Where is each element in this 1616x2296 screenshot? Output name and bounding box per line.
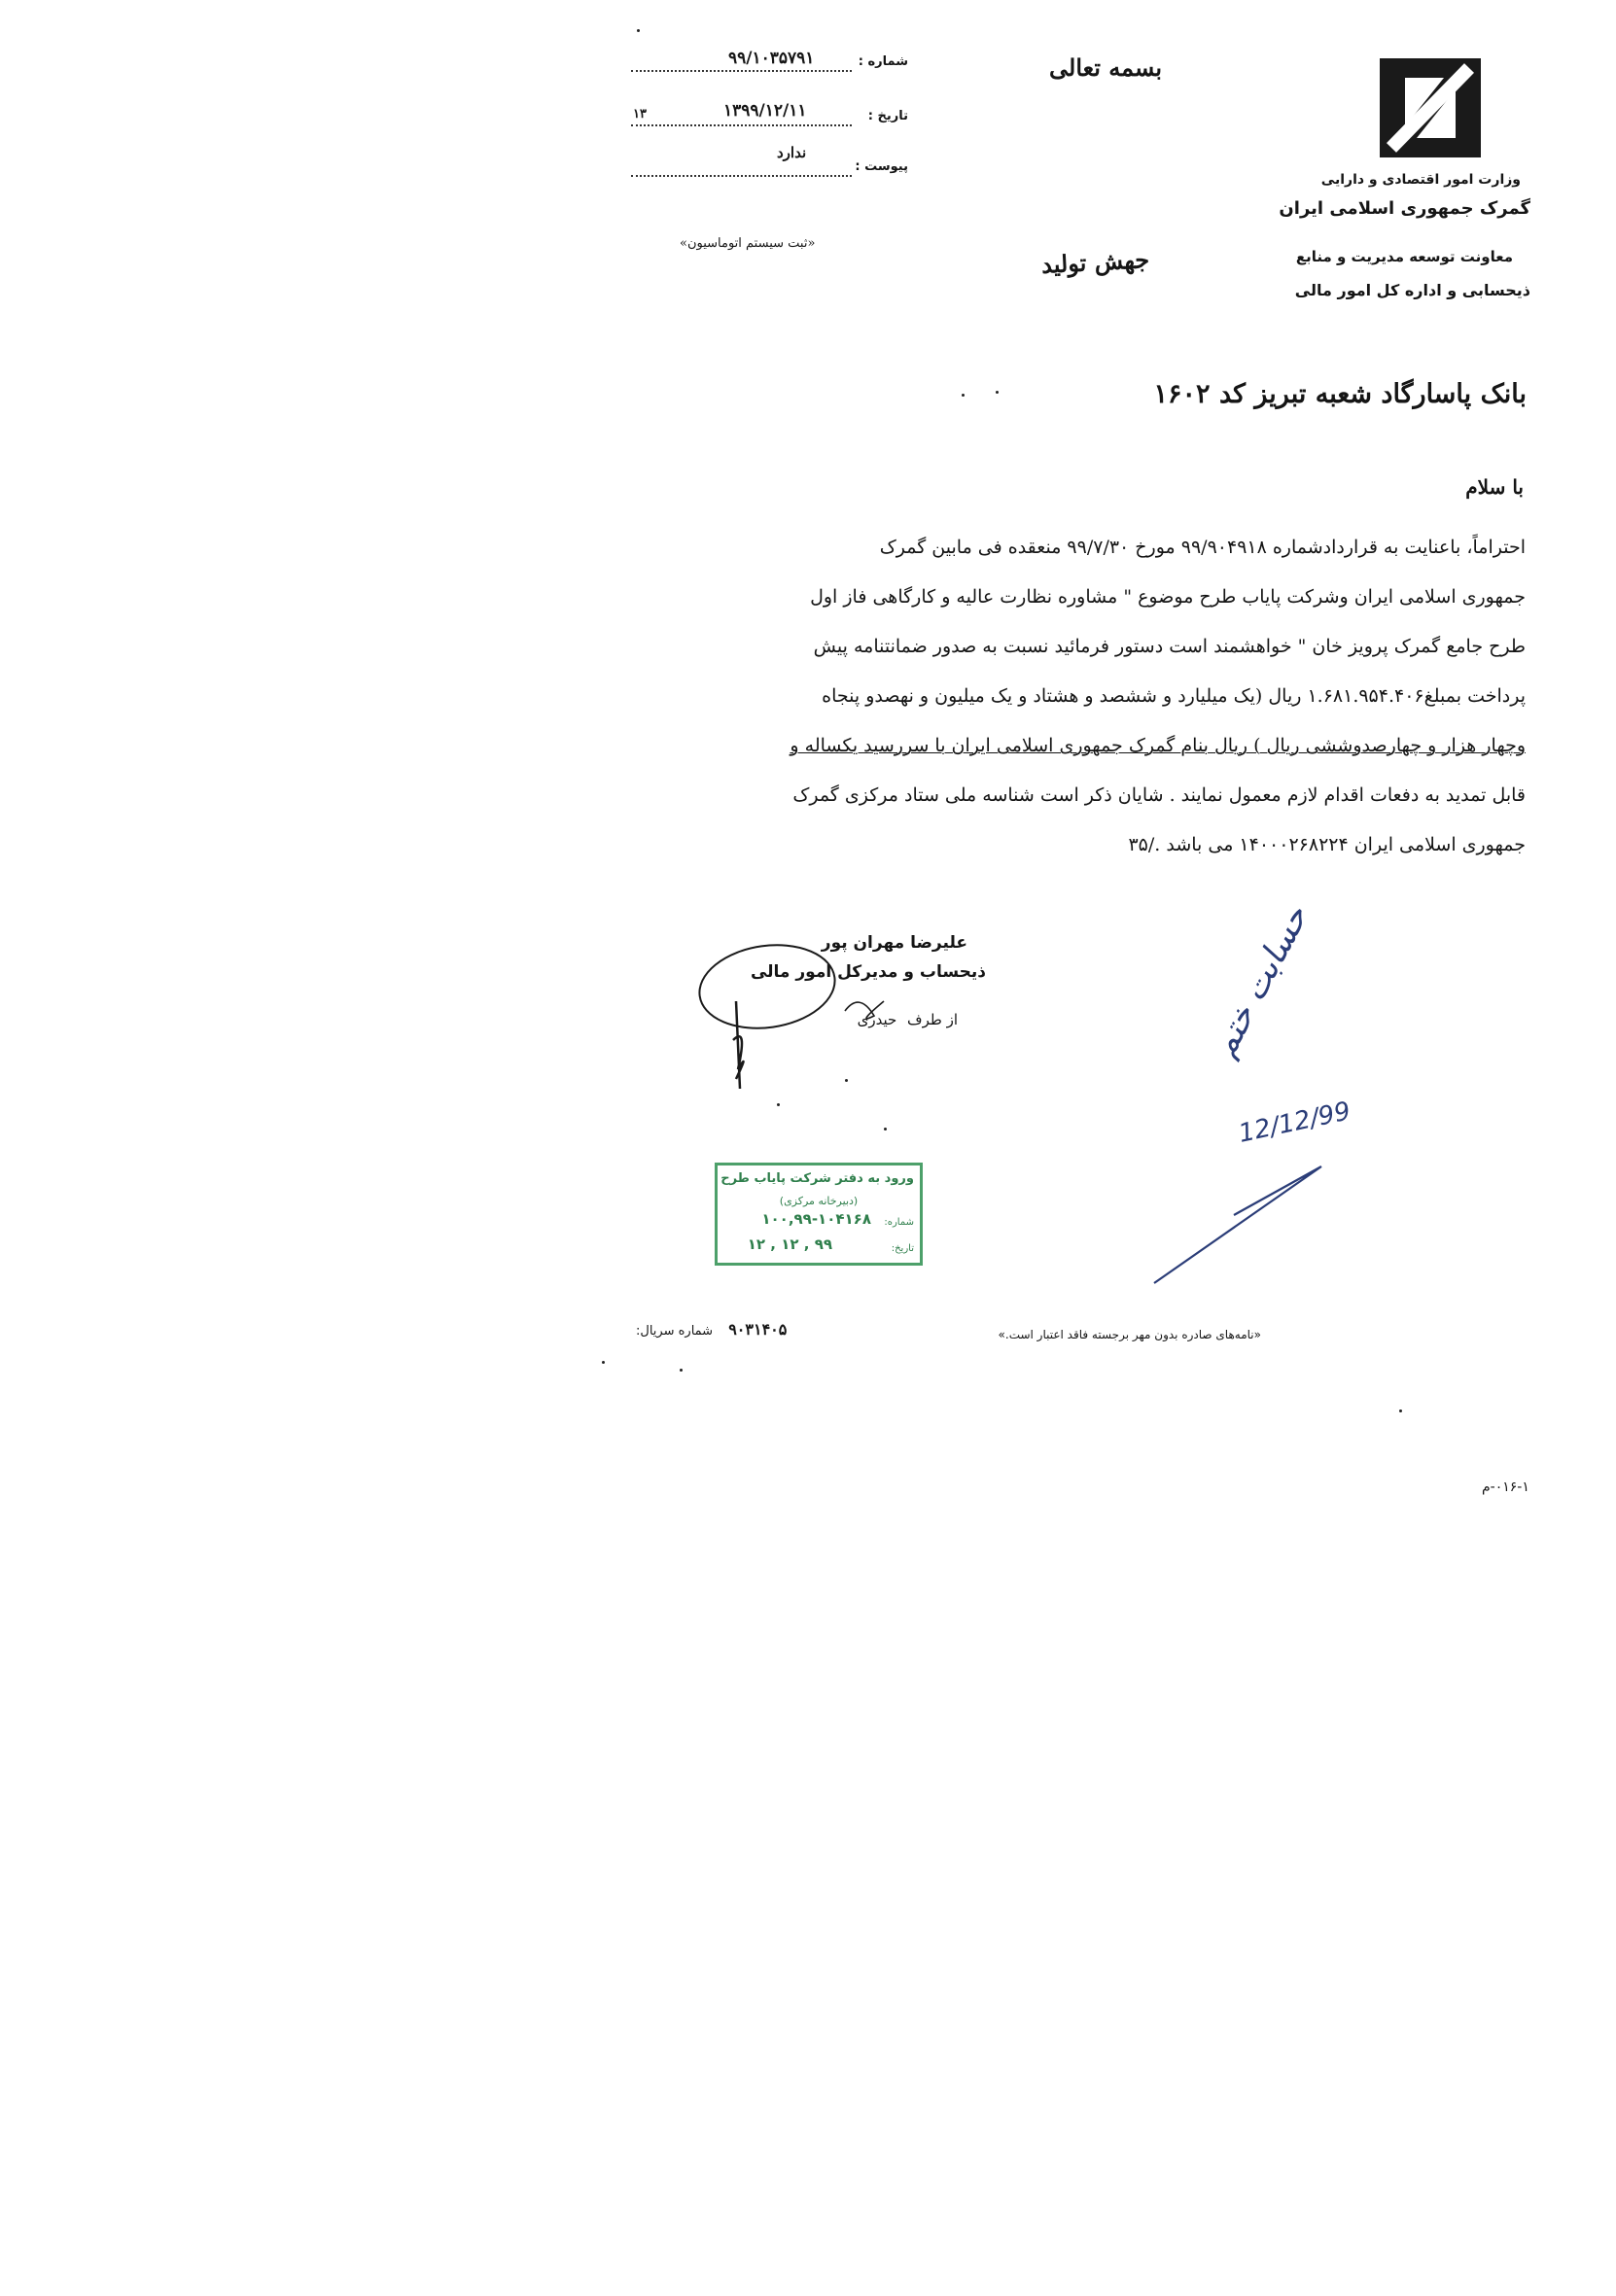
scan-speck (962, 394, 965, 397)
signer-title: ذیحساب و مدیرکل امور مالی (750, 962, 986, 982)
handwritten-note: حسابت ختم (1205, 899, 1317, 1063)
body-line: طرح جامع گمرک پرویز خان " خواهشمند است دستور فرمائید نسبت به صدور ضمانتنامه پیش (813, 636, 1526, 657)
recipient: بانک پاسارگاد شعبه تبریز کد ۱۶۰۲ (1153, 379, 1527, 409)
letter-number-row (631, 51, 908, 76)
on-behalf-prefix: از طرف (907, 1011, 958, 1028)
body-line: جمهوری اسلامی ایران ۱۴۰۰۰۲۶۸۲۲۴ می باشد ./۳۵ (1128, 834, 1526, 855)
body-line: قابل تمدید به دفعات اقدام لازم معمول نمایند . شایان ذکر است شناسه ملی ستاد مرکزی گمرک (792, 784, 1526, 806)
scan-speck (777, 1103, 780, 1106)
receipt-stamp (715, 1163, 923, 1266)
letter-date-line (631, 124, 852, 126)
letter-attachment-value: ندارد (777, 144, 807, 161)
on-behalf-name: حیدری (857, 1011, 897, 1028)
handwritten-date: 12/12/99 (1236, 1096, 1353, 1149)
letter-date-row (631, 101, 908, 130)
scan-speck (637, 29, 640, 32)
stamp-date-label: تاریخ: (891, 1243, 914, 1254)
letter-attachment-label: پیوست : (855, 159, 908, 174)
letter-body (636, 523, 1526, 870)
body-line: پرداخت بمبلغ۱.۶۸۱.۹۵۴.۴۰۶ ریال (یک میلیارد و ششصد و هشتاد و یک میلیون و نهصدو پنجاه (822, 685, 1526, 707)
scan-speck (602, 1361, 605, 1364)
letter-attachment-row (631, 144, 908, 181)
customs-name: گمرک جمهوری اسلامی ایران (1279, 198, 1530, 219)
scan-speck (680, 1369, 683, 1372)
handwritten-stroke (1146, 1118, 1341, 1293)
invocation: بسمه تعالی (1049, 53, 1163, 82)
department-name: ذیحسابی و اداره کل امور مالی (1294, 281, 1530, 299)
serial-label: شماره سریال: (636, 1324, 714, 1339)
stamp-title: ورود به دفتر شرکت پایاب طرح (720, 1171, 914, 1186)
stamp-number-value: ۱۰۰,۹۹-۱۰۴۱۶۸ (761, 1210, 871, 1228)
signer-name: علیرضا مهران پور (821, 933, 967, 953)
slogan: جهش تولید (1040, 245, 1150, 279)
body-line: وچهار هزار و چهارصدوششی ریال ) ریال بنام گمرک جمهوری اسلامی ایران با سررسید یکساله و (790, 735, 1526, 756)
scan-speck (1399, 1409, 1402, 1412)
body-line: جمهوری اسلامی ایران وشرکت پایاب طرح موضوع " مشاوره نظارت عالیه و کارگاهی فاز اول (810, 586, 1526, 608)
signature-scribble (689, 933, 981, 1098)
letter-attachment-line (631, 175, 852, 177)
serial-row (636, 1320, 787, 1339)
letter-number-label: شماره : (858, 54, 908, 69)
scan-speck (884, 1128, 887, 1131)
customs-logo-mark (1380, 58, 1481, 157)
greeting: با سلام (1465, 475, 1524, 499)
form-code: ۰۱۶-۱-م (1482, 1479, 1529, 1495)
customs-logo (1372, 51, 1489, 165)
letter-date-prefix: ۱۳ (633, 107, 647, 122)
automation-note: «ثبت سیستم اتوماسیون» (680, 236, 816, 251)
deputy-name: معاونت توسعه مدیریت و منابع (1295, 248, 1513, 265)
scan-speck (996, 391, 999, 394)
stamp-date-value: ۹۹ , ۱۲ , ۱۲ (747, 1235, 832, 1253)
ministry-name: وزارت امور اقتصادی و دارایی (1320, 172, 1521, 188)
letter-number-value: ۹۹/۱۰۳۵۷۹۱ (728, 49, 815, 68)
letter-date-label: تاریخ : (867, 109, 908, 123)
body-line: احتراماً، باعنایت به قراردادشماره ۹۹/۹۰۴۹۱۸ مورخ ۹۹/۷/۳۰ منعقده فی مابین گمرک (879, 537, 1526, 558)
serial-value: ۹۰۳۱۴۰۵ (728, 1320, 788, 1339)
stamp-number-label: شماره: (884, 1217, 914, 1228)
stamp-subtitle: (دبیرخانه مرکزی) (779, 1195, 859, 1207)
letter-number-line (631, 70, 852, 72)
validity-note: «نامه‌های صادره بدون مهر برجسته فاقد اعتبار است.» (998, 1328, 1261, 1341)
scan-speck (845, 1079, 848, 1082)
letter-date-value: ۱۳۹۹/۱۲/۱۱ (723, 101, 807, 121)
